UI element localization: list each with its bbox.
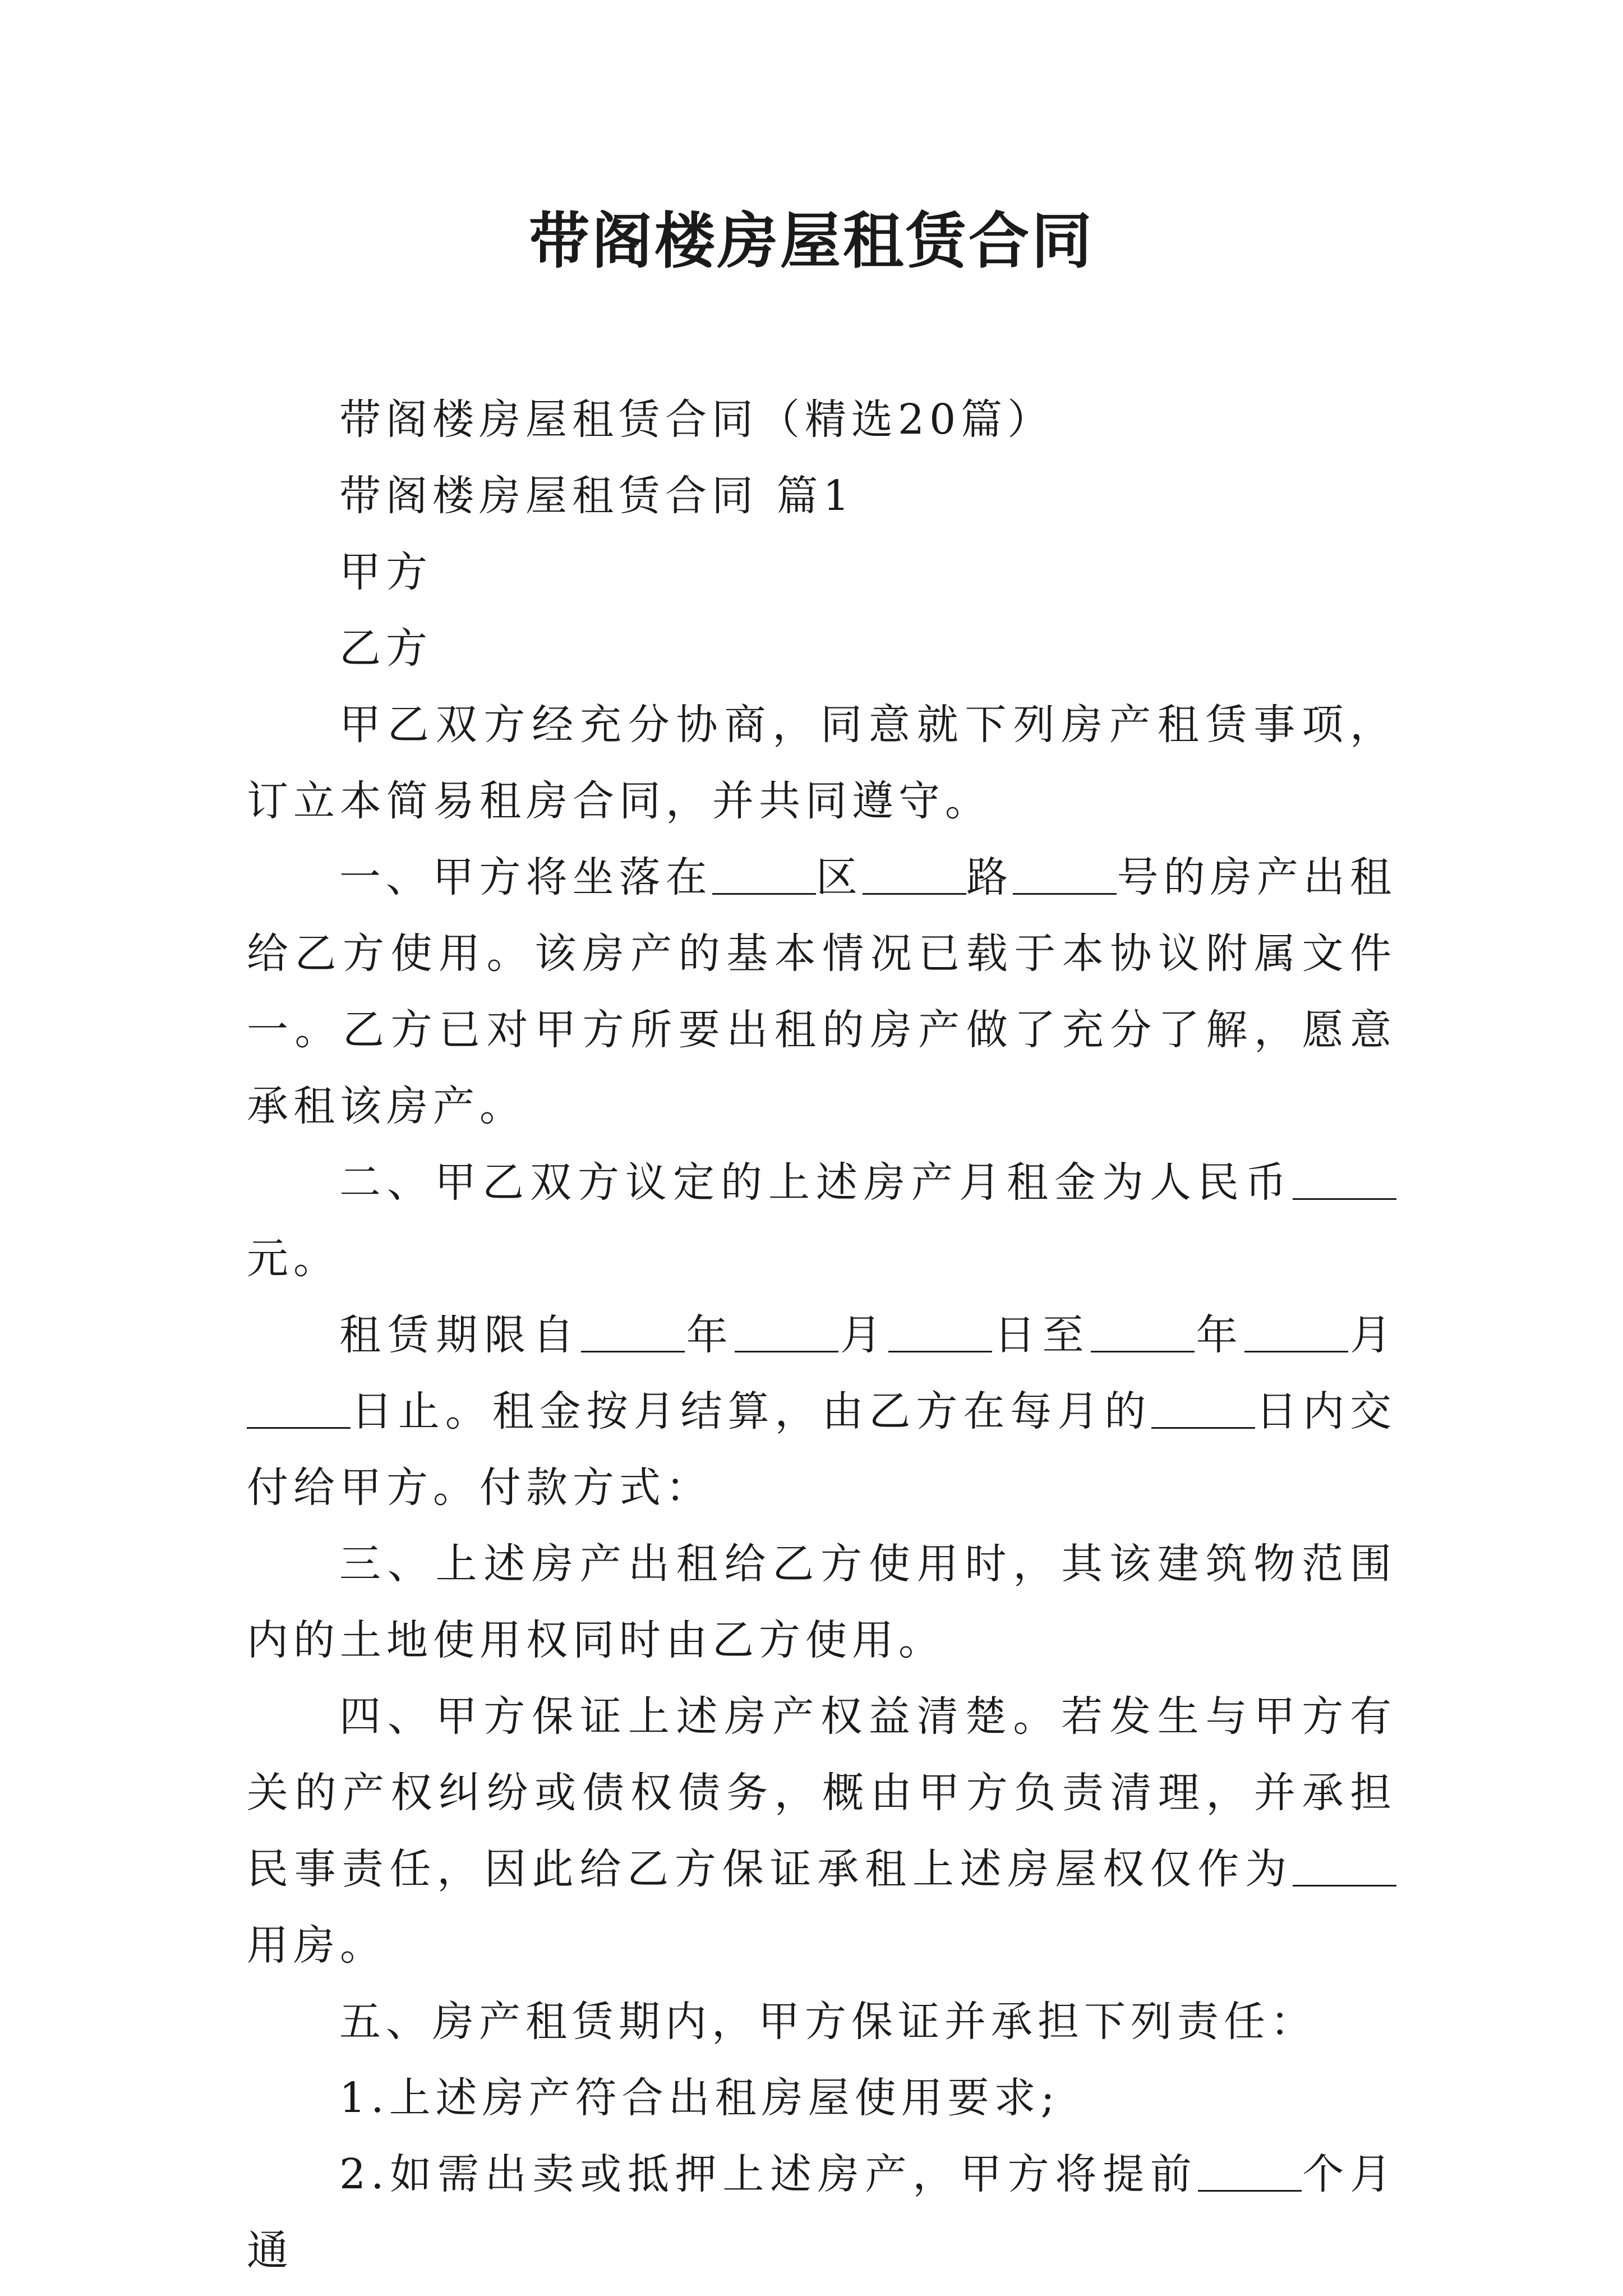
paragraph-text: 2.如需出卖或抵押上述房产，甲方将提前 [339, 2150, 1198, 2198]
fill-in-blank [1091, 1309, 1195, 1352]
paragraph-text: 路 [966, 853, 1013, 901]
paragraph-text: 二、甲乙双方议定的上述房产月租金为人民币 [339, 1158, 1293, 1207]
fill-in-blank [712, 852, 816, 895]
paragraph [247, 610, 1396, 687]
paragraph [247, 2060, 1396, 2136]
paragraph [247, 1984, 1396, 2060]
paragraph-text: 五、房产租赁期内，甲方保证并承担下列责任： [339, 1998, 1317, 2046]
paragraph [247, 1526, 1396, 1678]
paragraph [247, 1297, 1396, 1526]
paragraph-text: 乙方 [339, 624, 432, 673]
paragraph-text: 三、上述房产出租给乙方使用时，其该建筑物范围内的土地使用权同时由乙方使用。 [247, 1540, 1396, 1664]
document-title: 带阁楼房屋租赁合同 [528, 206, 1094, 277]
paragraph-text: 年 [1194, 1311, 1244, 1359]
paragraph-text: 1.上述房产符合出租房屋使用要求; [339, 2074, 1060, 2122]
fill-in-blank [581, 1309, 685, 1352]
paragraph-text: 号的房产出租给乙方使用。该房产的基本情况已载于本协议附属文件一。乙方已对甲方所要出租的房产做了充分了解，愿意承租该房产。 [247, 853, 1397, 1130]
paragraph [247, 2136, 1396, 2289]
paragraph-text: 日止。租金按月结算，由乙方在每月的 [351, 1387, 1152, 1435]
paragraph [247, 687, 1396, 839]
paragraph-text: 日内交付给甲方。付款方式： [247, 1387, 1397, 1512]
paragraph-text: 甲方 [339, 548, 432, 596]
paragraph [247, 839, 1396, 1144]
paragraph-text: 租赁期限自 [339, 1311, 581, 1359]
fill-in-blank [888, 1309, 992, 1352]
paragraph-text: 四、甲方保证上述房产权益清楚。若发生与甲方有关的产权纠纷或债权债务，概由甲方负责清理，并承担民事责任，因此给乙方保证承租上述房屋权仅作为 [247, 1692, 1396, 1893]
fill-in-blank [1244, 1309, 1348, 1352]
paragraph-text: 月 [1348, 1311, 1397, 1359]
paragraph-text: 年 [684, 1311, 735, 1359]
paragraph [247, 1678, 1396, 1984]
paragraph-text: 区 [815, 853, 863, 901]
paragraph-text: 元。 [247, 1235, 340, 1283]
fill-in-blank [1013, 852, 1117, 895]
paragraph-text: 用房。 [247, 1921, 386, 1970]
paragraph-text: 带阁楼房屋租赁合同（精选20篇） [339, 395, 1054, 444]
paragraph-text: 月 [838, 1311, 889, 1359]
paragraph-text: 日至 [992, 1311, 1091, 1359]
fill-in-blank [1198, 2148, 1302, 2192]
fill-in-blank [735, 1309, 838, 1352]
fill-in-blank [863, 852, 966, 895]
document-body [247, 381, 1396, 2289]
paragraph-text: 甲乙双方经充分协商，同意就下列房产租赁事项，订立本简易租房合同，并共同遵守。 [247, 701, 1396, 825]
paragraph-text: 带阁楼房屋租赁合同 篇1 [339, 472, 855, 520]
fill-in-blank [1293, 1843, 1396, 1887]
paragraph [247, 534, 1396, 610]
paragraph [247, 381, 1396, 458]
paragraph [247, 458, 1396, 534]
paragraph-text: 一、甲方将坐落在 [339, 853, 712, 901]
fill-in-blank [247, 1386, 351, 1429]
paragraph-text: 个月通 [247, 2150, 1397, 2275]
fill-in-blank [1293, 1157, 1396, 1200]
fill-in-blank [1151, 1386, 1255, 1429]
paragraph [247, 1144, 1396, 1297]
